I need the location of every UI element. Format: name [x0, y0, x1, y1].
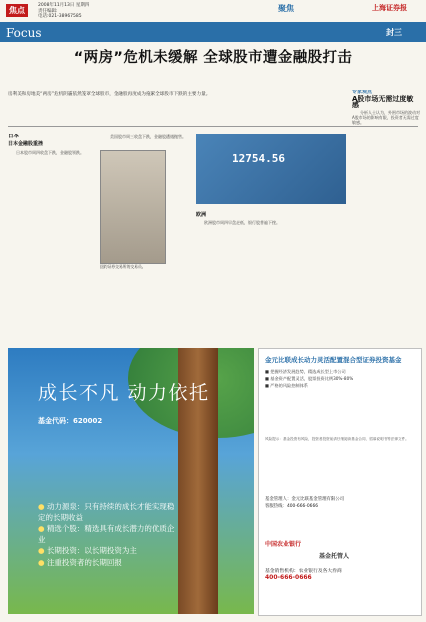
top-bar	[0, 0, 426, 24]
lead-paragraph: 房利美和房地美“两房”危机阴霾依然笼罩全球股市，金融股再度成为拖累全球股市下跌的主要力量。	[8, 92, 211, 97]
ticker-number: 12754.56	[232, 152, 285, 165]
phone-line: 电话:021-38967585	[38, 14, 82, 19]
hotline-label: 基金销售机构：农业银行及各大券商	[265, 569, 342, 574]
date-line: 2008年11月13日 星期四	[38, 3, 90, 8]
col3-text: 欧洲股市周四早盘走低，银行股普遍下挫。	[204, 220, 280, 226]
contact-line: 客服热线：400-666-0666	[265, 503, 319, 509]
paper-logo: 上海证券报	[372, 3, 407, 12]
photo-caption: 纽约证券交易所的交易员。	[100, 264, 146, 269]
fund-info-item: ■ 严格的风险控制体系	[265, 383, 308, 388]
page-code: 封三	[386, 28, 402, 37]
section-right: 聚焦	[278, 4, 294, 13]
col1-subheading: 日本金融股重挫	[8, 141, 44, 148]
ad-bullet: ● 动力源泉：只有持续的成长才能实现稳定的长期收益	[38, 502, 175, 522]
top-info	[38, 3, 218, 20]
side-text: 分析人士认为，外围市场的波动对A股市场的影响有限，投资者无需过度敏感。	[352, 109, 420, 126]
fund-info-item: ■ 把握经济发展趋势，精选成长型上市公司	[265, 369, 346, 374]
ad-bullet: ● 长期投资：以长期投资为主	[38, 546, 137, 555]
col1-text: 日本股市周四收盘下跌，金融股领跌。	[16, 149, 84, 155]
editor-line: 责任编辑:	[38, 8, 58, 14]
col3-heading: 欧洲	[196, 212, 207, 218]
ad-fund-code: 基金代码：620002	[38, 417, 103, 425]
focus-bar	[0, 24, 426, 42]
article-column-1	[8, 134, 96, 342]
article-column-3	[196, 210, 284, 342]
focus-word: Focus	[6, 26, 42, 40]
hotline-block	[265, 569, 415, 582]
custodian-label: 基金托管人	[319, 553, 350, 560]
fund-info-box	[258, 348, 422, 616]
fund-info-item: ■ 基金资产配置灵活，股票投资比例30%-80%	[265, 376, 354, 381]
fund-info-list	[265, 369, 415, 390]
contact-line: 基金管理人：金元比联基金管理有限公司	[265, 497, 345, 502]
bank-logo: 中国农业银行	[265, 541, 302, 548]
fund-advertisement	[8, 348, 254, 614]
side-title: A股市场无需过度敏感	[352, 95, 414, 109]
side-tag: 专家观点	[352, 90, 373, 95]
col2-text: 美国股市周三收盘下跌，金融股遭遇抛售。	[110, 134, 186, 139]
ad-title: 成长不凡 动力依托	[38, 382, 210, 404]
fine-print: 风险提示：基金投资有风险，投资者投资前请仔细阅读基金合同、招募说明书等法律文件。	[265, 437, 409, 441]
news-photo-person	[100, 150, 166, 264]
section-tag: 焦点	[6, 4, 28, 17]
hotline-number: 400-666-0666	[265, 574, 312, 582]
ad-bullet: ● 注重投资者的长期回报	[38, 557, 122, 567]
ad-bullet: ● 精选个股：精选具有成长潜力的优质企业	[38, 524, 175, 544]
stock-ticker-photo	[196, 134, 346, 204]
main-headline: “两房”危机未缓解 全球股市遭金融股打击	[73, 50, 353, 66]
fund-info-title: 金元比联成长动力灵活配置混合型证券投资基金	[265, 356, 402, 364]
ad-bullets	[38, 502, 178, 569]
contact-info	[265, 497, 415, 510]
col1-heading: 日本	[8, 134, 20, 139]
side-column	[352, 90, 420, 342]
